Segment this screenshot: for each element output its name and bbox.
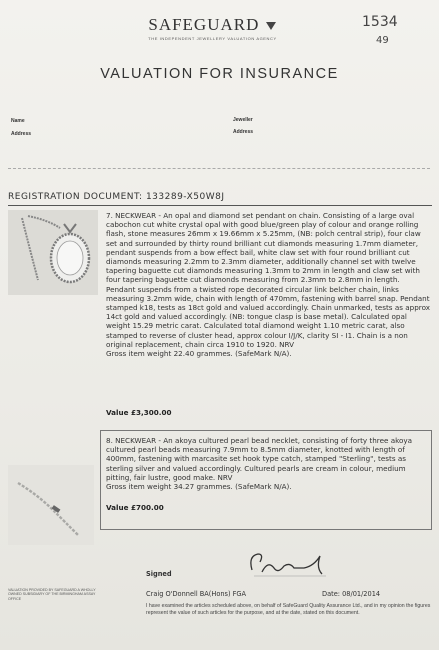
registration-label: REGISTRATION DOCUMENT: <box>8 192 143 202</box>
item-7-value: Value £3,300.00 <box>106 408 172 417</box>
item-7-photo <box>8 210 98 295</box>
jeweller-address-label: Address <box>233 129 254 135</box>
safeguard-logo <box>110 16 315 41</box>
opal-pendant-image <box>8 210 98 295</box>
page-title: VALUATION FOR INSURANCE <box>100 66 339 82</box>
signed-label: Signed <box>146 570 172 578</box>
logo-tagline: THE INDEPENDENT JEWELLERY VALUATION AGENCY <box>148 36 277 41</box>
name-label: Name <box>11 118 25 124</box>
valuer-declaration: I have examined the articles scheduled above, on behalf of SafeGuard Quality Assurance Ltd., and in my opinion the figures represent the value of such articles for the purpose, and at the date, stated on this document. <box>146 603 431 616</box>
pearl-necklet-image <box>8 465 94 545</box>
item-8-value: Value £700.00 <box>106 503 164 512</box>
registration-number: 133289-X50W8J <box>145 192 225 202</box>
address-label: Address <box>11 131 32 137</box>
item-7-description: 7. NECKWEAR - An opal and diamond set pendant on chain. Consisting of a large oval cabochon cut white crystal opal with good blue/green play of colour and orange rolling flash, stone measures 26mm x 19.66mm x 5.25mm, (NB: polch central strip), four claw set and surrounded by thirty round brilliant cut diamonds measuring 1.7mm diameter, pendant suspends from a bow effect bail, white claw set with four round brilliant cut diamonds measuring 2.2mm to 2.3mm diameter, additionally channel set with twelve tapering baguette cut diamonds measuring 1.3mm to 2mm in length and claw set with four tapering baguette cut diamonds measuring from 2.3mm to 2.8mm in length. Pendant suspends from a twisted rope decorated circular link belcher chain, links measuring 3.2mm wide, chain with length of 470mm, fastening with barrel snap. Pendant stamped k18, tests as 18ct gold and valued accordingly. Chain unmarked, tests as approx 14ct gold and valued accordingly. (NB: tongue clasp is base metal). Calculated opal weight 15.29 metric carat. Calculated total diamond weight 1.10 metric carat, also stamped to reverse of cluster head, approx colour I/J/K, clarity SI - I1. Chain is a non original replacement, chain circa 1910 to 1920. NRV Gross item weight 22.40 grammes. (SafeMark N/A). <box>106 211 431 359</box>
item-8-description: 8. NECKWEAR - An akoya cultured pearl bead necklet, consisting of forty three akoya cultured pearl beads measuring 7.9mm to 8.5mm diameter, knotted with length of 400mm, fastening with marcasite set hook type catch, stamped "Sterling", tests as sterling silver and valued accordingly. Cultured pearls are cream in colour, medium pitting, fair lustre, good make. NRV Gross item weight 34.27 grammes. (SafeMark N/A). <box>106 436 413 492</box>
signature-date: Date: 08/01/2014 <box>322 590 381 598</box>
divider <box>8 168 430 169</box>
registration-rule <box>8 205 432 206</box>
signature-image <box>244 548 334 582</box>
item-8-photo <box>8 465 94 545</box>
provider-note: VALUATION PROVIDED BY SAFEGUARD A WHOLLY OWNED SUBSIDIARY OF THE BIRMINGHAM ASSAY OFFICE <box>8 588 96 601</box>
handwritten-number: 1534 <box>362 14 398 30</box>
item-8-box <box>100 430 432 530</box>
logo-shield-icon <box>265 21 277 31</box>
logo-text: SAFEGUARD <box>110 16 315 34</box>
registration-document <box>8 192 225 202</box>
jeweller-label: Jeweller <box>233 117 253 123</box>
signatory-name: Craig O'Donnell BA(Hons) FGA <box>146 590 247 598</box>
handwritten-subnumber: 49 <box>376 35 389 46</box>
